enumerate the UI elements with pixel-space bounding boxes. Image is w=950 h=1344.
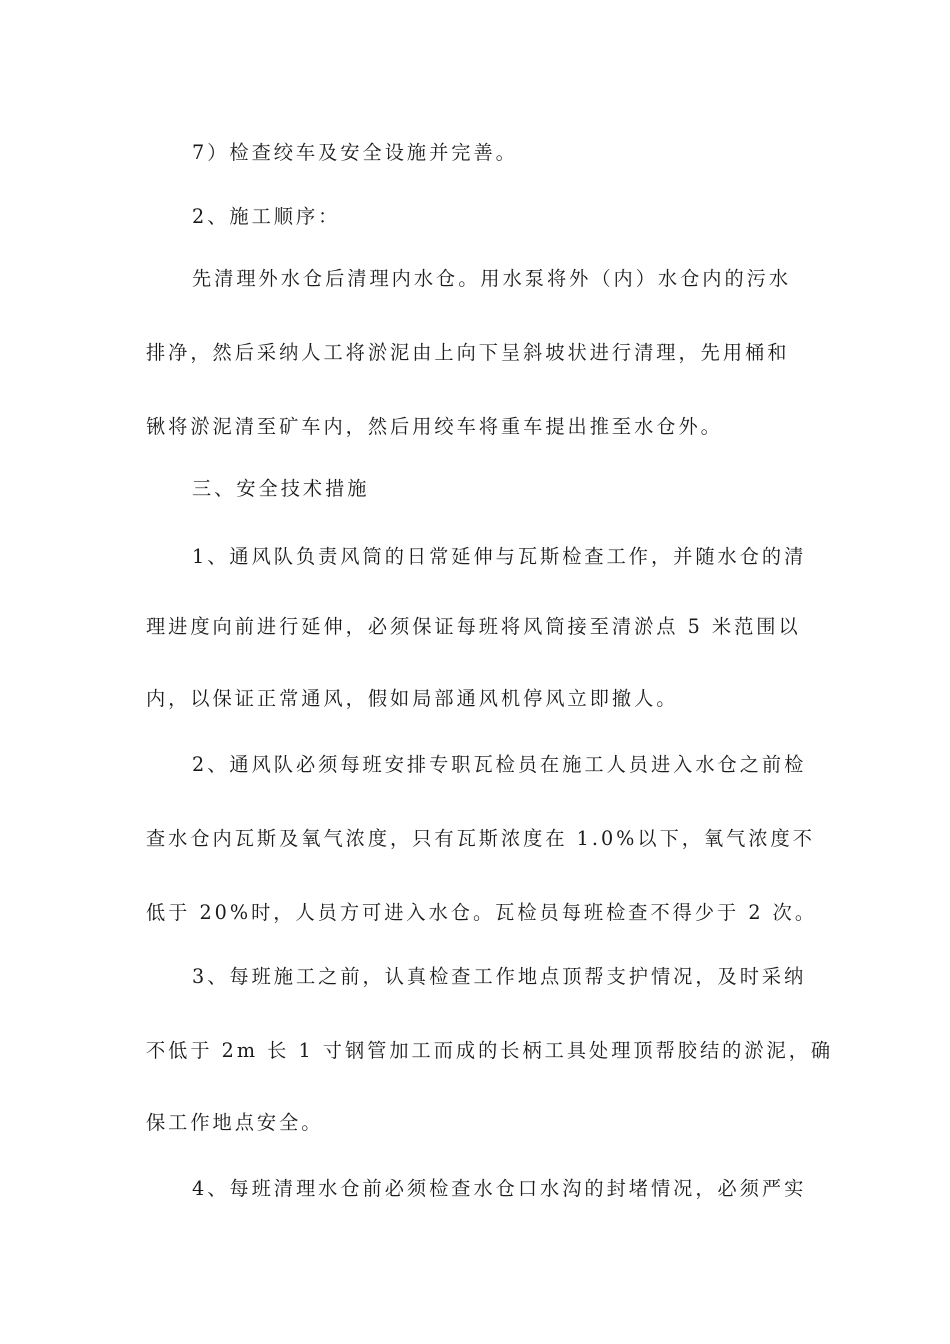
text-line: 4、每班清理水仓前必须检查水仓口水沟的封堵情况，必须严实 — [192, 1177, 807, 1200]
text-line: 1、通风队负责风筒的日常延伸与瓦斯检查工作，并随水仓的清 — [192, 545, 807, 568]
text-line: 保工作地点安全。 — [146, 1111, 324, 1134]
text-line: 锹将淤泥清至矿车内，然后用绞车将重车提出推至水仓外。 — [146, 415, 723, 438]
text-line: 不低于 2m 长 1 寸钢管加工而成的长柄工具处理顶帮胶结的淤泥，确 — [146, 1039, 834, 1062]
text-line: 理进度向前进行延伸，必须保证每班将风筒接至清淤点 5 米范围以 — [146, 615, 801, 638]
text-line: 内，以保证正常通风，假如局部通风机停风立即撤人。 — [146, 687, 679, 710]
text-line: 排净，然后采纳人工将淤泥由上向下呈斜坡状进行清理，先用桶和 — [146, 341, 790, 364]
section-heading: 三、安全技术措施 — [192, 477, 370, 500]
text-line: 查水仓内瓦斯及氧气浓度，只有瓦斯浓度在 1.0%以下，氧气浓度不 — [146, 827, 815, 850]
text-line: 3、每班施工之前，认真检查工作地点顶帮支护情况，及时采纳 — [192, 965, 807, 988]
text-line: 先清理外水仓后清理内水仓。用水泵将外（内）水仓内的污水 — [192, 267, 792, 290]
text-line: 低于 20%时，人员方可进入水仓。瓦检员每班检查不得少于 2 次。 — [146, 901, 818, 924]
section-heading: 2、施工顺序： — [192, 205, 341, 228]
text-line: 2、通风队必须每班安排专职瓦检员在施工人员进入水仓之前检 — [192, 753, 807, 776]
text-line: 7）检查绞车及安全设施并完善。 — [192, 141, 518, 164]
